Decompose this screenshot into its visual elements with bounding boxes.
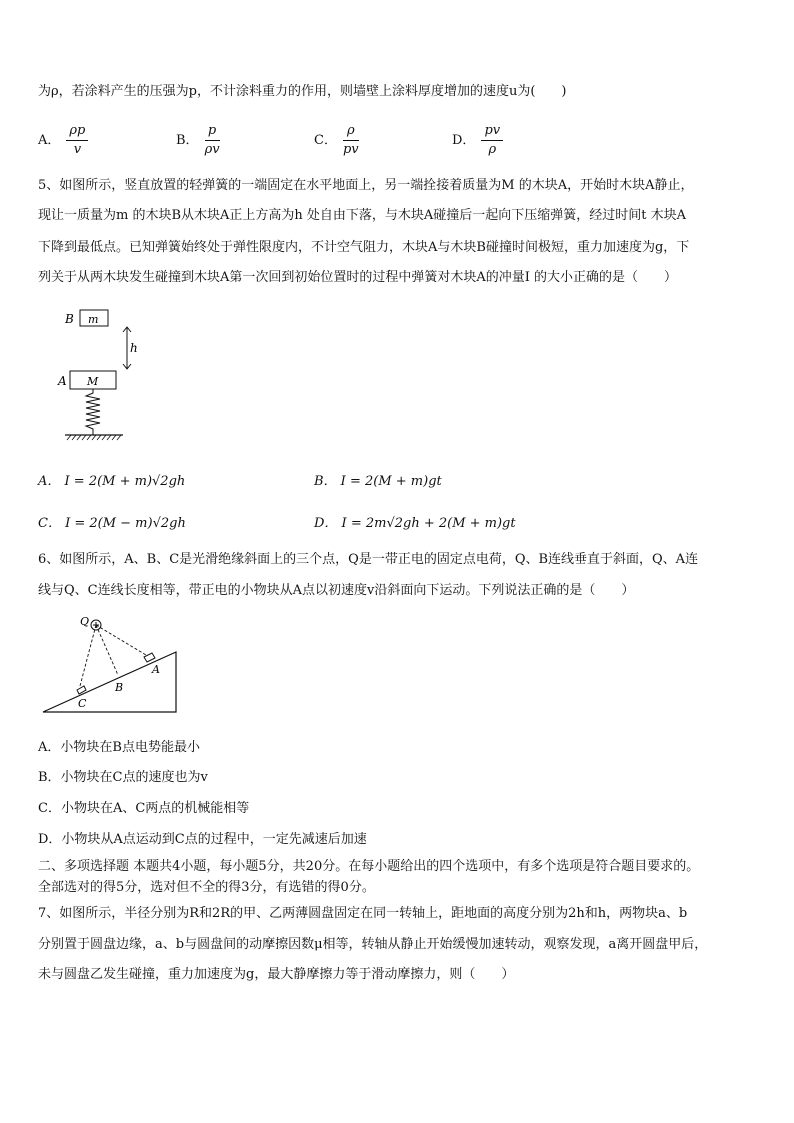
q5-line-4: 列关于从两木块发生碰撞到木块A第一次回到初始位置时的过程中弹簧对木块A的冲量I 的大小正确的是（ ）	[38, 270, 678, 285]
q4-option-a	[38, 124, 88, 157]
q4-option-a-label: A．	[38, 133, 61, 148]
q5-fig-ground-hatch	[67, 435, 121, 440]
q5-line-3: 下降到最低点。已知弹簧始终处于弹性限度内，不计空气阻力，木块A与木块B碰撞时间极短，重力加速度为g，下	[38, 240, 690, 255]
q6-option-c: C．小物块在A、C两点的机械能相等	[38, 801, 250, 816]
q5-option-a: A． I = 2(M + m)√2gh	[38, 474, 186, 489]
q4-option-d-label: D．	[452, 133, 476, 148]
q6-option-b: B．小物块在C点的速度也为v	[38, 770, 208, 785]
q5-line-2: 现让一质量为m 的木块B从木块A正上方高为h 处自由下落，与木块A碰撞后一起向下压缩弹簧，经过时间t 木块A	[38, 208, 687, 223]
q5-fig-block-a-label: A	[58, 374, 67, 388]
q4-option-c	[314, 124, 359, 157]
q4-option-c-label: C．	[314, 133, 337, 148]
q7-line-3: 未与圆盘乙发生碰撞，重力加速度为g，最大静摩擦力等于滑动摩擦力，则（ ）	[38, 967, 515, 982]
q6-line-1: 6、如图所示，A、B、C是光滑绝缘斜面上的三个点，Q是一带正电的固定点电荷，Q、B连线垂直于斜面，Q、A连	[38, 552, 699, 567]
q6-fig-point-a-label: A	[152, 663, 160, 676]
q5-fig-spring	[86, 389, 100, 435]
q5-fig-height-label: h	[130, 341, 138, 355]
q4-option-b-label: B．	[176, 133, 199, 148]
q4-option-b-den: ρv	[204, 142, 220, 157]
section2-line-1: 二、多项选择题 本题共4小题，每小题5分，共20分。在每小题给出的四个选项中，有多个选项是符合题目要求的。	[38, 859, 700, 874]
q6-fig-charge-label: Q	[80, 615, 90, 628]
q5-line-1: 5、如图所示，竖直放置的轻弹簧的一端固定在水平地面上，另一端拴接着质量为M 的木块A，开始时木块A静止，	[38, 178, 694, 193]
q6-fig-incline	[43, 652, 176, 712]
q5-option-c: C． I = 2(M − m)√2gh	[38, 516, 186, 531]
q4-option-b	[176, 124, 220, 157]
q7-line-1: 7、如图所示，半径分别为R和2R的甲、乙两薄圆盘固定在同一转轴上，距地面的高度分别为2h和h，两物块a、b	[38, 906, 688, 921]
section2-line-2: 全部选对的得5分，选对但不全的得3分，有选错的得0分。	[38, 880, 375, 895]
q4-option-d-num: pv	[481, 124, 503, 141]
q6-option-d: D．小物块从A点运动到C点的过程中，一定先减速后加速	[38, 832, 367, 847]
q4-option-d-den: ρ	[488, 142, 497, 157]
q4-stem-tail: 为ρ，若涂料产生的压强为p，不计涂料重力的作用，则墙壁上涂料厚度增加的速度u为( )	[38, 84, 567, 99]
q5-option-b: B． I = 2(M + m)gt	[314, 474, 442, 489]
q4-option-a-num: ρp	[66, 124, 88, 141]
q6-fig-qc-line	[80, 625, 96, 686]
q7-line-2: 分别置于圆盘边缘，a、b与圆盘间的动摩擦因数μ相等，转轴从静止开始缓慢加速转动，观察发现，a离开圆盘甲后，	[38, 937, 708, 952]
q5-fig-mass-b: m	[88, 313, 99, 326]
q4-option-b-num: p	[205, 124, 220, 141]
q4-option-d	[452, 124, 503, 157]
q5-fig-mass-a: M	[87, 375, 99, 388]
q4-option-c-num: ρ	[343, 124, 359, 141]
q6-fig-qb-line	[96, 625, 118, 675]
q5-spring-figure	[55, 305, 155, 445]
q6-fig-point-c-label: C	[78, 697, 87, 710]
q6-line-2: 线与Q、C连线长度相等，带正电的小物块从A点以初速度v沿斜面向下运动。下列说法正确的是（ ）	[38, 583, 635, 598]
q4-option-c-den: pv	[342, 142, 359, 157]
q4-option-a-den: v	[73, 142, 82, 157]
q6-fig-point-b-label: B	[115, 681, 124, 694]
q6-fig-qa-line	[96, 625, 146, 655]
q5-option-d: D． I = 2m√2gh + 2(M + m)gt	[314, 516, 516, 531]
q6-option-a: A．小物块在B点电势能最小	[38, 740, 200, 755]
q6-incline-figure	[40, 612, 185, 716]
q5-fig-block-b-label: B	[65, 312, 74, 326]
